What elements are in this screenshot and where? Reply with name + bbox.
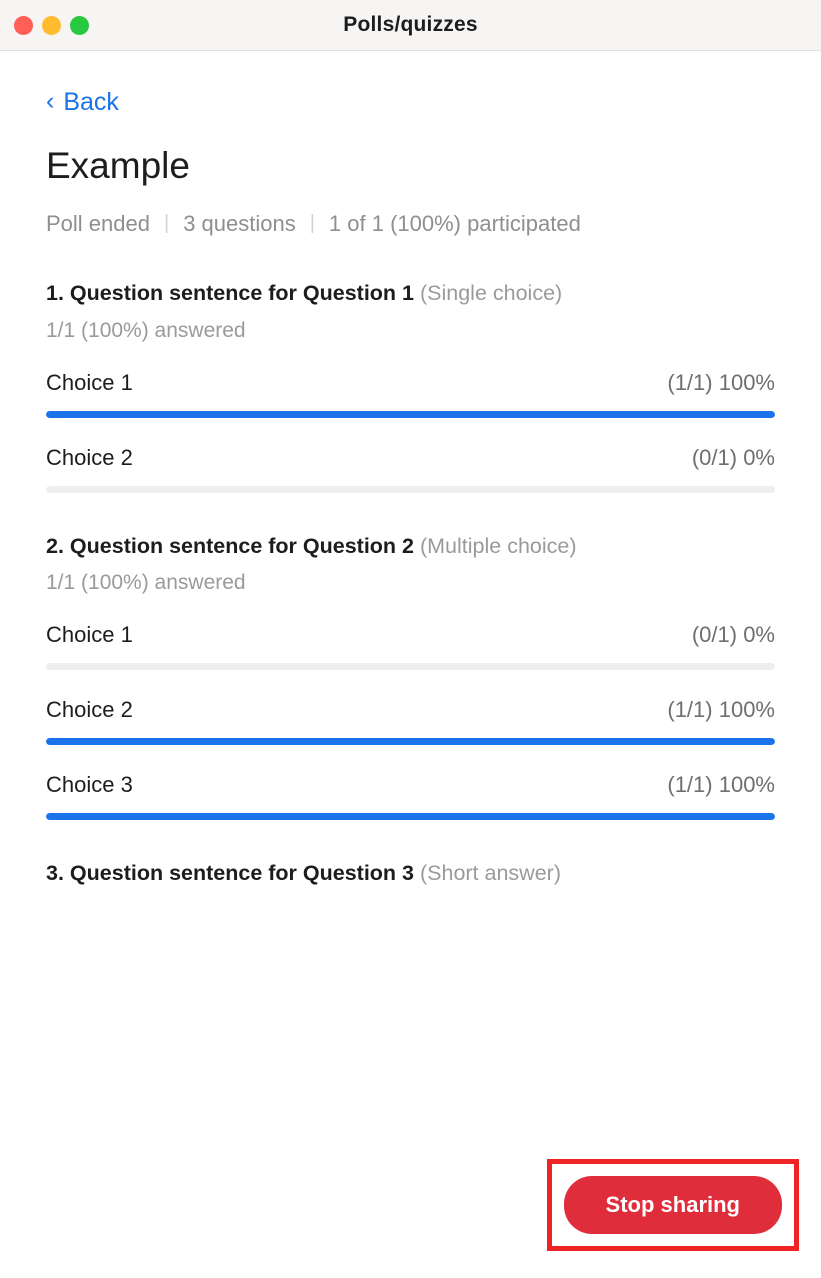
question-type: (Multiple choice) [419, 533, 577, 558]
page-title: Example [46, 145, 190, 186]
question-number: 2. [46, 533, 64, 558]
choice-stat: (1/1) 100% [667, 369, 775, 395]
choice-bar-track [46, 486, 775, 493]
question-text: Question sentence for Question 3 [69, 861, 414, 886]
question-list [46, 280, 775, 888]
choice-stat: (0/1) 0% [691, 622, 775, 648]
question-number: 3. [46, 861, 64, 886]
choice-label: Choice 1 [46, 369, 133, 395]
poll-status: Poll ended [46, 210, 150, 236]
stop-sharing-button[interactable]: Stop sharing [564, 1176, 782, 1234]
close-window-button[interactable] [14, 16, 33, 35]
choice-bar-track [46, 738, 775, 745]
choice-label: Choice 2 [46, 697, 133, 723]
choice-stat: (1/1) 100% [667, 772, 775, 798]
choice-label: Choice 3 [46, 772, 133, 798]
choice-stat: (1/1) 100% [667, 697, 775, 723]
chevron-left-icon: ‹ [46, 86, 55, 115]
choice-stat: (0/1) 0% [691, 444, 775, 470]
choice-item [46, 772, 775, 820]
question-item [46, 280, 775, 493]
question-item [46, 533, 775, 821]
choice-bar-track [46, 411, 775, 418]
question-answered-stat: 1/1 (100%) answered [46, 571, 246, 595]
minimize-window-button[interactable] [42, 16, 61, 35]
window-controls[interactable] [14, 16, 89, 35]
poll-results-panel [0, 88, 821, 1278]
choice-label: Choice 2 [46, 444, 133, 470]
question-heading [46, 533, 775, 560]
choice-bar-fill [46, 813, 775, 820]
back-button-label: Back [63, 88, 119, 116]
back-button[interactable] [46, 88, 119, 117]
choice-item [46, 445, 775, 493]
title-bar [0, 0, 821, 51]
question-text: Question sentence for Question 1 [69, 280, 414, 305]
question-answered-stat: 1/1 (100%) answered [46, 318, 246, 342]
poll-question-count: 3 questions [183, 210, 296, 236]
choice-bar-fill [46, 411, 775, 418]
meta-divider: | [163, 212, 170, 235]
question-text: Question sentence for Question 2 [69, 533, 414, 558]
choice-label: Choice 1 [46, 622, 133, 648]
question-number: 1. [46, 280, 64, 305]
choice-item [46, 697, 775, 745]
question-item [46, 860, 775, 887]
maximize-window-button[interactable] [70, 16, 89, 35]
choice-item [46, 370, 775, 418]
meta-divider: | [309, 212, 315, 235]
question-heading [46, 860, 775, 887]
question-heading [46, 280, 775, 307]
poll-participation: 1 of 1 (100%) participated [328, 210, 581, 236]
stop-sharing-highlight [547, 1159, 799, 1251]
choice-bar-track [46, 813, 775, 820]
window-title: Polls/quizzes [343, 13, 478, 36]
choice-bar-track [46, 663, 775, 670]
question-type: (Short answer) [419, 861, 561, 886]
section-spacer [46, 493, 775, 533]
choice-bar-fill [46, 738, 775, 745]
choice-item [46, 622, 775, 670]
question-type: (Single choice) [419, 280, 563, 305]
poll-meta [46, 211, 775, 237]
section-spacer [46, 820, 775, 860]
